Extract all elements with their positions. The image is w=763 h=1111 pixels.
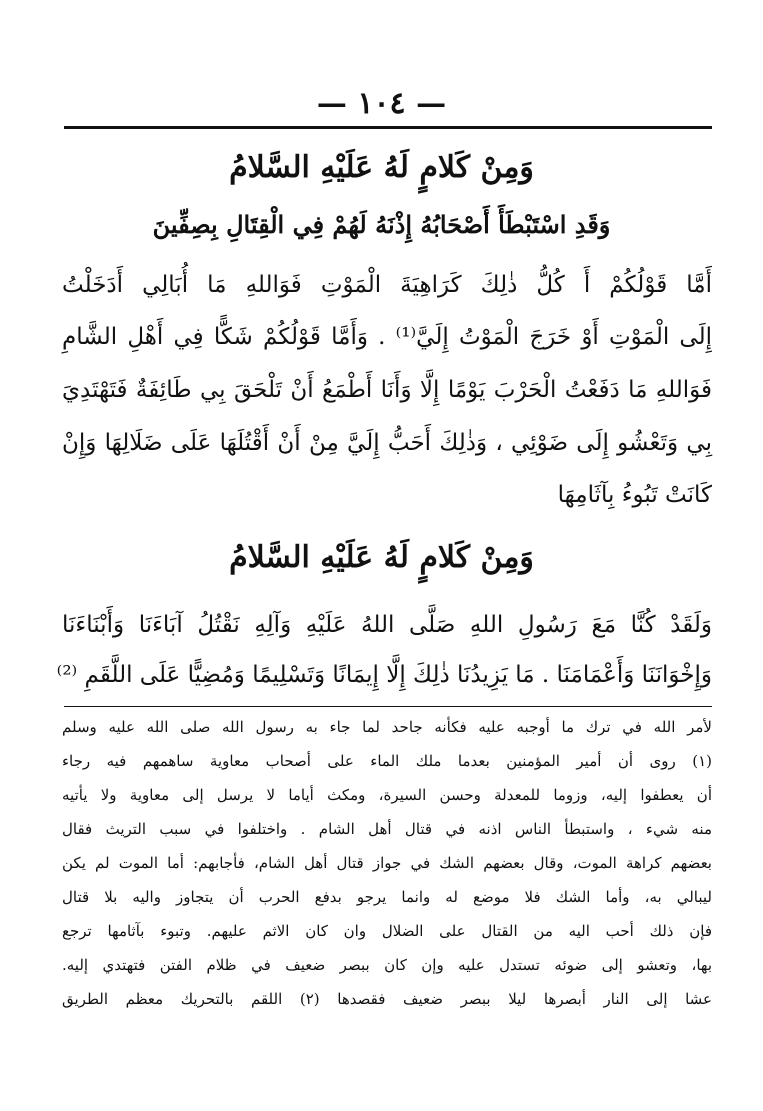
- text-line: بِي وَتَعْشُو إِلَى ضَوْئِي ، وَذٰلِكَ أَحَبُّ إِلَيَّ مِنْ أَنْ أَقْتُلَهَا عَلَى ضَلَالِهَا وَإِنْ: [62, 430, 712, 456]
- section-subheading: وَقَدِ اسْتَبْطَأَ أَصْحَابُهُ إِذْنَهُ لَهُمْ فِي الْقِتَالِ بِصِفِّينَ: [152, 210, 611, 239]
- footnote-line: (١) روى أن أمير المؤمنين بعدما ملك الماء على أصحاب معاوية ساهمهم فيه رجاء: [62, 752, 712, 770]
- page-number: — ١٠٤ —: [316, 86, 447, 121]
- footnote-line: عشا إلى النار أبصرها ليلا ببصر ضعيف فقصدها (٢) اللقم بالتحريك معظم الطريق: [62, 990, 712, 1008]
- footnote-line: بها، وتعشو إلى ضوئه تستدل عليه وإن كان ببصر ضعيف في ظلام الفتن فتهتدي إليه.: [62, 956, 712, 974]
- footnote-line: أن يعطفوا إليه، وزوما للمعدلة وحسن السيرة، ومكث أياما لا يرسل إلى معاوية ولا يأتيه: [62, 786, 712, 804]
- text-line: وَلَقَدْ كُنَّا مَعَ رَسُولِ اللهِ صَلَّى اللهُ عَلَيْهِ وَآلِهِ نَقْتُلُ آبَاءَنَا وَأَبْنَاءَنَا: [62, 612, 712, 638]
- footnote-line: فإن ذلك أحب اليه من القتال على الضلال وان كان الاثم عليهم. وتبوء بآثامها ترجع: [62, 922, 712, 940]
- text-line: فَوَاللهِ مَا دَفَعْتُ الْحَرْبَ يَوْمًا إِلَّا وَأَنَا أَطْمَعُ أَنْ تَلْحَقَ بِي طَائِفَةٌ فَتَهْتَدِيَ: [62, 377, 712, 403]
- section-heading: وَمِنْ كَلامٍ لَهُ عَلَيْهِ السَّلامُ: [229, 150, 534, 185]
- header-rule: [64, 126, 712, 129]
- text-line: وَإِخْوَانَنَا وَأَعْمَامَنَا . مَا يَزِيدُنَا ذٰلِكَ إِلَّا إِيمَانًا وَتَسْلِيمًا وَمُضِيًّا عَلَى اللَّقَمِ ⁽²⁾: [56, 662, 712, 688]
- text-line: إِلَى الْمَوْتِ أَوْ خَرَجَ الْمَوْتُ إِلَيَّ⁽¹⁾ . وَأَمَّا قَوْلُكُمْ شَكًّا فِي أَهْلِ الشَّامِ: [62, 324, 712, 350]
- section-heading: وَمِنْ كَلامٍ لَهُ عَلَيْهِ السَّلامُ: [229, 540, 534, 575]
- text-line: أَمَّا قَوْلُكُمْ أَ كُلُّ ذٰلِكَ كَرَاهِيَةَ الْمَوْتِ فَوَاللهِ مَا أُبَالِي أَدَخَلْتُ: [62, 272, 712, 298]
- text-line: كَانَتْ تَبُوءُ بِآثَامِهَا: [557, 482, 712, 508]
- footnote-line: ليبالي به، وأما الشك فلا موضع له وانما يرجو بدفع الحرب أن يتجاوز واليه بلا قتال: [62, 888, 712, 906]
- footnote-line: بعضهم كراهة الموت، وقال بعضهم الشك في جواز قتال أهل الشام، فأجابهم: أما الموت لم يكن: [62, 854, 712, 872]
- footnote-line: منه شيء ، واستبطأ الناس اذنه في قتال أهل الشام . واختلفوا في سبب التريث فقال: [62, 820, 712, 838]
- footnote-line: لأمر الله في ترك ما أوجبه عليه فكأنه جاحد لما جاء به رسول الله صلى الله عليه وسلم: [62, 718, 712, 736]
- footnote-rule: [64, 706, 712, 707]
